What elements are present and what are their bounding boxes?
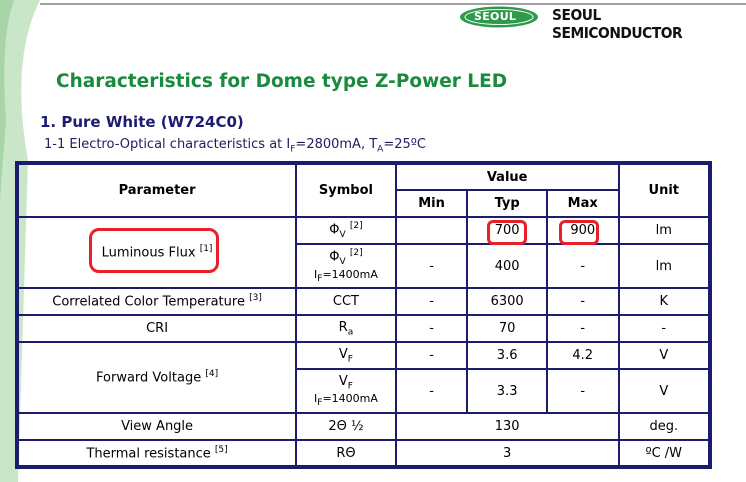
min-cell: - [396, 342, 468, 369]
min-cell: - [396, 288, 468, 315]
min-cell [396, 217, 468, 244]
max-cell: - [547, 288, 619, 315]
characteristics-table [15, 161, 712, 469]
param-view-angle: View Angle [17, 413, 296, 440]
header-value: Value [396, 163, 619, 190]
symbol-cell: $\Phi_V$ [2] $I_F=1400mA$ [296, 244, 396, 288]
unit-cell: lm [619, 217, 710, 244]
unit-cell: - [619, 315, 710, 342]
test-conditions: 1-1 Electro-Optical characteristics at $I_F=2800mA$, $T_A=25ºC$ [44, 137, 426, 155]
param-cri: CRI [17, 315, 296, 342]
symbol-cell: $\Phi_V$ [2] [296, 217, 396, 244]
page-title: Characteristics for Dome type Z-Power LED [56, 71, 508, 92]
header-min: Min [396, 190, 468, 217]
param-thermal-resistance: Thermal resistance [5] [17, 440, 296, 467]
max-cell: - [547, 244, 619, 288]
highlight-circle [89, 228, 219, 273]
unit-cell: deg. [619, 413, 710, 440]
symbol-cell: RΘ [296, 440, 396, 467]
table-row [17, 288, 710, 315]
max-cell: - [547, 315, 619, 342]
header-rule [40, 3, 746, 5]
symbol-cell: 2Θ ½ [296, 413, 396, 440]
logo-text: SEOUL [474, 10, 517, 23]
section-title: 1. Pure White (W724C0) [40, 113, 244, 131]
param-luminous-flux: Luminous Flux [1] [17, 217, 296, 288]
max-cell: 900 [547, 217, 619, 244]
param-forward-voltage: Forward Voltage [4] [17, 342, 296, 413]
table-row [17, 440, 710, 467]
header-typ: Typ [467, 190, 547, 217]
table-row [17, 315, 710, 342]
header-unit: Unit [619, 163, 710, 217]
header-row [17, 163, 710, 190]
value-cell: 130 [396, 413, 619, 440]
max-cell: 4.2 [547, 342, 619, 369]
typ-cell: 6300 [467, 288, 547, 315]
min-cell: - [396, 315, 468, 342]
min-cell: - [396, 244, 468, 288]
max-cell: - [547, 369, 619, 413]
symbol-cell: $V_F$ [296, 342, 396, 369]
company-name: SEOUL SEMICONDUCTOR [552, 6, 683, 42]
typ-cell: 400 [467, 244, 547, 288]
table-row [17, 413, 710, 440]
typ-cell: 70 [467, 315, 547, 342]
symbol-cell: CCT [296, 288, 396, 315]
unit-cell: V [619, 342, 710, 369]
unit-cell: ºC /W [619, 440, 710, 467]
header-max: Max [547, 190, 619, 217]
param-cct: Correlated Color Temperature [3] [17, 288, 296, 315]
min-cell: - [396, 369, 468, 413]
unit-cell: lm [619, 244, 710, 288]
unit-cell: K [619, 288, 710, 315]
typ-cell: 700 [467, 217, 547, 244]
table-row [17, 342, 710, 369]
highlight-circle [487, 220, 527, 245]
symbol-cell: $V_F$ $I_F=1400mA$ [296, 369, 396, 413]
unit-cell: V [619, 369, 710, 413]
header-parameter: Parameter [17, 163, 296, 217]
highlight-circle [559, 220, 599, 245]
typ-cell: 3.3 [467, 369, 547, 413]
header-symbol: Symbol [296, 163, 396, 217]
typ-cell: 3.6 [467, 342, 547, 369]
symbol-cell: $R_a$ [296, 315, 396, 342]
value-cell: 3 [396, 440, 619, 467]
